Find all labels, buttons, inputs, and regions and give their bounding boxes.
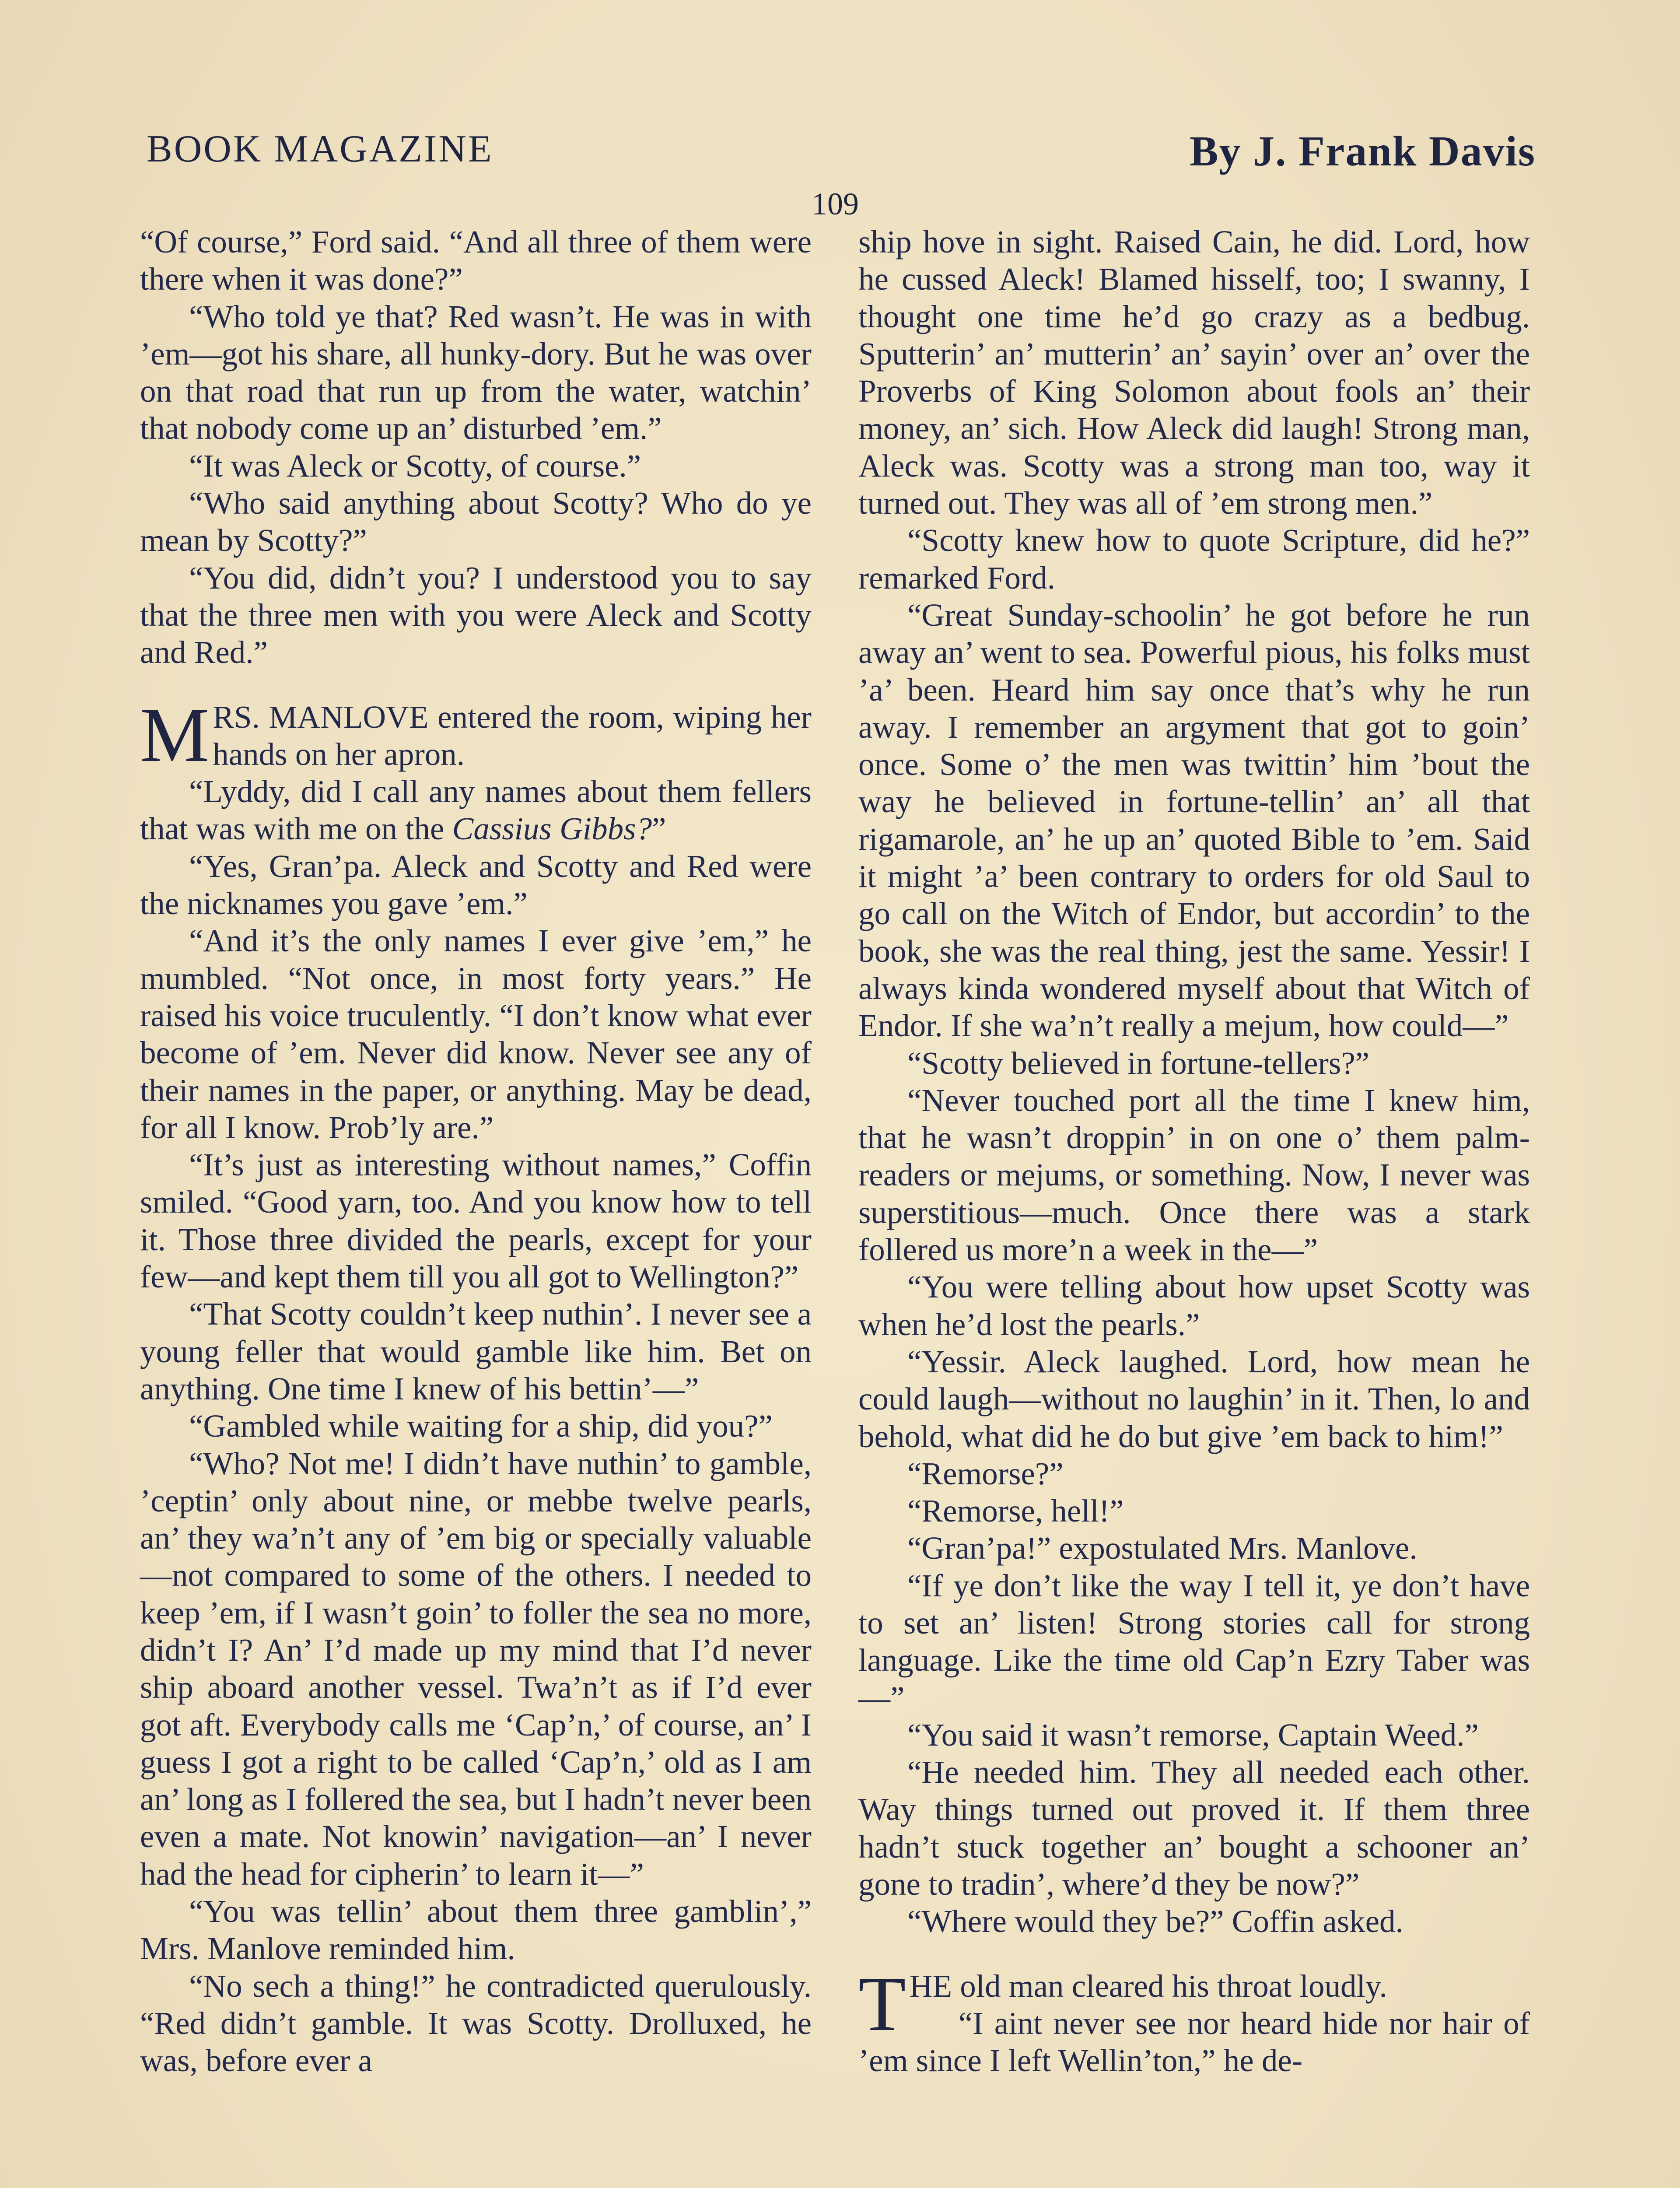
paragraph: “Where would they be?” Coffin asked. bbox=[907, 1904, 1404, 1939]
paragraph: “You did, didn’t you? I understood you to say that the three men with you were Aleck and Scotty and Red.” bbox=[140, 560, 812, 670]
paragraph: “You were telling about how upset Scotty was when he’d lost the pearls.” bbox=[858, 1269, 1530, 1342]
paragraph: “I aint never see nor heard hide nor hair of ’em since I left Wellin’ton,” he de- bbox=[858, 2005, 1530, 2079]
paragraph: “Never touched port all the time I knew him, that he wasn’t droppin’ in on one o’ them palm-readers or mejums, or something. Now, I never was superstitious—much. Once there was a stark follered us more’n a week in the—” bbox=[858, 1082, 1530, 1268]
right-column bbox=[858, 223, 1530, 2079]
paragraph-text: ” bbox=[652, 811, 666, 847]
paragraph-text: RS. MANLOVE entered the room, wiping her hands on her apron. bbox=[213, 699, 812, 772]
paragraph: “It was Aleck or Scotty, of course.” bbox=[189, 448, 641, 484]
paragraph: ship hove in sight. Raised Cain, he did. Lord, how he cussed Aleck! Blamed hisself, too; I swanny, I thought one time he’d go crazy as a bedbug. Sputterin’ an’ mutterin’ an’ sayin’ over an’ over the Proverbs of King Solomon about fools an’ their money, an’ sich. How Aleck did laugh! Strong man, Aleck was. Scotty was a strong man too, way it turned out. They was all of ’em strong men.” bbox=[858, 224, 1530, 521]
page-number: 109 bbox=[812, 186, 859, 221]
paragraph: “He needed him. They all needed each other. Way things turned out proved it. If them three hadn’t stuck together an’ bought a schooner an’ gone to tradin’, where’d they be now?” bbox=[858, 1754, 1530, 1902]
paragraph: “Remorse?” bbox=[907, 1455, 1064, 1491]
paragraph: “Yessir. Aleck laughed. Lord, how mean he could laugh—without no laughin’ in it. Then, lo and behold, what did he do but give ’em back to him!” bbox=[858, 1343, 1530, 1454]
paragraph: “Scotty believed in fortune-tellers?” bbox=[907, 1045, 1370, 1081]
author-byline: By J. Frank Davis bbox=[1190, 128, 1536, 175]
paragraph: “Great Sunday-schoolin’ he got before he run away an’ went to sea. Powerful pious, his folks must ’a’ been. Heard him say once that’s why he run away. I remember an argyment that got to goin’ once. Some o’ the men was twittin’ him ’bout the way he believed in fortune-tellin’ an’ all that rigamarole, an’ he up an’ quoted Bible to ’em. Said it might ’a’ been contrary to orders for old Saul to go call on the Witch of Endor, but accordin’ to the book, she was the real thing, jest the same. Yessir! I always kinda wondered myself about that Witch of Endor. If she wa’n’t really a mejum, how could—” bbox=[858, 597, 1530, 1044]
paragraph: “Gran’pa!” expostulated Mrs. Manlove. bbox=[907, 1530, 1418, 1566]
drop-cap: M bbox=[140, 691, 210, 778]
paragraph: “Yes, Gran’pa. Aleck and Scotty and Red were the nicknames you gave ’em.” bbox=[140, 848, 812, 922]
section-paragraph bbox=[140, 691, 812, 778]
paragraph bbox=[140, 773, 812, 848]
paragraph: “That Scotty couldn’t keep nuthin’. I never see a young feller that would gamble like him. Bet on anything. One time I knew of his bettin’—” bbox=[140, 1296, 812, 1406]
paragraph: “You was tellin’ about them three gamblin’,” Mrs. Manlove reminded him. bbox=[140, 1893, 812, 1967]
paragraph: “You said it wasn’t remorse, Captain Weed.” bbox=[907, 1717, 1479, 1753]
paragraph: “Who said anything about Scotty? Who do ye mean by Scotty?” bbox=[140, 485, 812, 558]
magazine-title: BOOK MAGAZINE bbox=[147, 128, 494, 170]
paragraph: “Of course,” Ford said. “And all three of them were there when it was done?” bbox=[140, 224, 812, 297]
paragraph: “If ye don’t like the way I tell it, ye don’t have to set an’ listen! Strong stories call for strong language. Like the time old Cap’n Ezry Taber was—” bbox=[858, 1567, 1530, 1715]
paragraph: “No sech a thing!” he contradicted querulously. “Red didn’t gamble. It was Scotty. Drolluxed, he was, before ever a bbox=[140, 1968, 812, 2079]
paragraph: “Remorse, hell!” bbox=[907, 1493, 1124, 1529]
paragraph: “Who told ye that? Red wasn’t. He was in with ’em—got his share, all hunky-dory. But he was over on that road that run up from the water, watchin’ that nobody come up an’ disturbed ’em.” bbox=[140, 298, 812, 446]
ship-name: Cassius Gibbs? bbox=[452, 811, 652, 847]
paragraph: “It’s just as interesting without names,” Coffin smiled. “Good yarn, too. And you know how to tell it. Those three divided the pearls, except for your few—and kept them till you all got to Wellington?” bbox=[140, 1147, 812, 1295]
drop-cap: T bbox=[858, 1960, 906, 2047]
paragraph: “Gambled while waiting for a ship, did you?” bbox=[189, 1408, 773, 1444]
left-column bbox=[140, 223, 812, 2079]
paragraph: “Scotty knew how to quote Scripture, did he?” remarked Ford. bbox=[858, 522, 1530, 596]
paragraph-text: “Lyddy, did I call any names about them fellers that was with me on the bbox=[140, 774, 812, 847]
paragraph: “And it’s the only names I ever give ’em,” he mumbled. “Not once, in most forty years.” He raised his voice truculently. “I don’t know what ever become of ’em. Never did know. Never see any of their names in the paper, or anything. May be dead, for all I know. Prob’ly are.” bbox=[140, 923, 812, 1145]
paragraph-text: HE old man cleared his throat loudly. bbox=[909, 1968, 1387, 2004]
paragraph: “Who? Not me! I didn’t have nuthin’ to gamble, ’ceptin’ only about nine, or mebbe twelve pearls, an’ they wa’n’t any of ’em big or specially valuable—not compared to some of the others. I needed to keep ’em, if I wasn’t goin’ to foller the sea no more, didn’t I? An’ I’d made up my mind that I’d never ship aboard another vessel. Twa’n’t as if I’d ever got aft. Everybody calls me ‘Cap’n,’ of course, an’ I guess I got a right to be called ‘Cap’n,’ old as I am an’ long as I follered the sea, but I hadn’t never been even a mate. Not knowin’ navigation—an’ I never had the head for cipherin’ to learn it—” bbox=[140, 1445, 812, 1892]
